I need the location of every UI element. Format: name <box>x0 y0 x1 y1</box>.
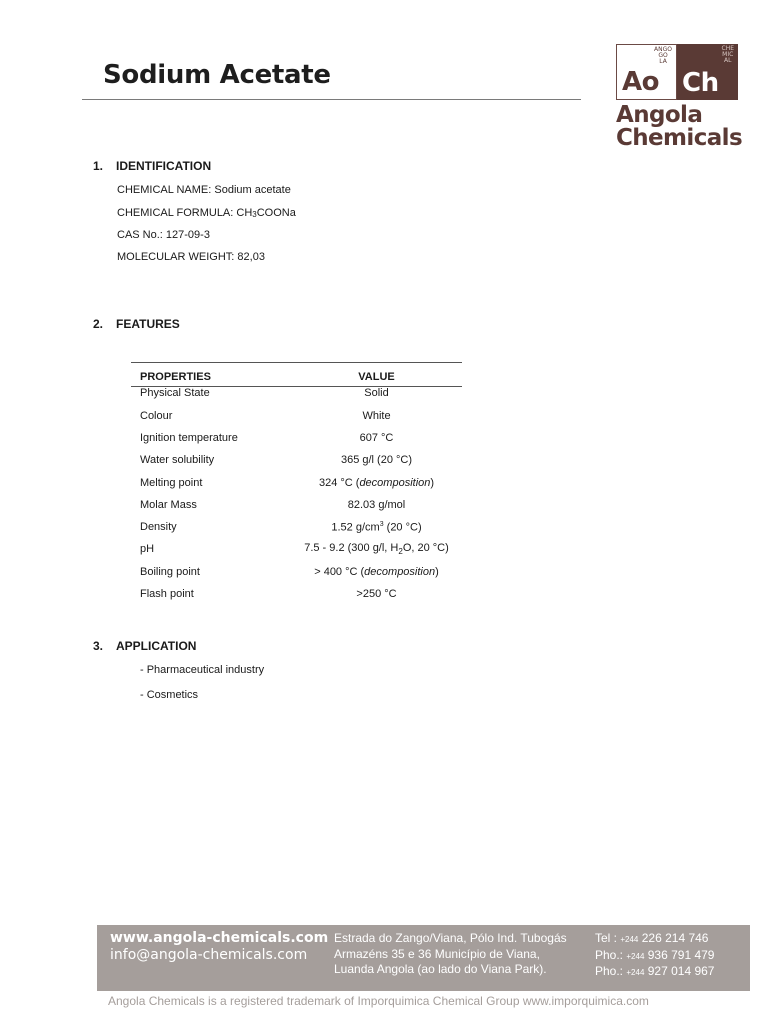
logo-ch-box <box>677 44 738 100</box>
phone-line <box>595 964 714 981</box>
value-italic: decomposition <box>359 476 431 489</box>
phone-line <box>595 948 714 965</box>
value-subscript: 2 <box>398 547 403 557</box>
molecular-weight: MOLECULAR WEIGHT: 82,03 <box>117 251 265 263</box>
table-row <box>131 387 462 405</box>
value-text: O, 20 °C) <box>402 542 449 555</box>
logo-ch-text: Ch <box>682 68 719 98</box>
value-cell: 365 g/l (20 °C) <box>340 454 413 467</box>
value-cell: >250 °C <box>356 588 397 601</box>
phone-country-code: +244 <box>626 951 645 961</box>
section-number: 2. <box>93 317 104 331</box>
logo-name-line1: Angola <box>616 102 703 128</box>
section-number: 3. <box>93 639 104 653</box>
section-title: FEATURES <box>116 317 180 331</box>
property-cell: Ignition temperature <box>140 431 238 444</box>
chemical-name: CHEMICAL NAME: Sodium acetate <box>117 184 291 196</box>
property-cell: pH <box>140 543 155 556</box>
phone-country-code: +244 <box>626 968 645 977</box>
property-cell: Colour <box>140 409 173 422</box>
property-cell: Physical State <box>140 387 210 399</box>
value-cell: 82.03 g/mol <box>347 498 406 511</box>
table-row <box>131 561 462 583</box>
value-cell <box>291 538 462 560</box>
address-line: Luanda Angola (ao lado do Viana Park). <box>334 962 547 976</box>
property-cell: Water solubility <box>140 454 215 467</box>
phone-number: 936 791 479 <box>647 947 715 962</box>
logo-small-line: LA <box>659 58 667 65</box>
value-superscript: 3 <box>379 520 384 528</box>
title-divider <box>82 99 581 100</box>
value-text: ) <box>435 565 439 578</box>
phone-number: 226 214 746 <box>641 931 709 945</box>
value-cell: Solid <box>364 387 389 399</box>
footer-website-link[interactable]: www.angola-chemicals.com <box>110 930 329 946</box>
property-cell: Boiling point <box>140 565 200 578</box>
properties-table <box>131 362 462 605</box>
logo-small-line: GO <box>658 52 668 59</box>
logo-ao-small-text <box>654 47 672 65</box>
phone-line <box>595 931 714 948</box>
value-cell <box>291 471 462 493</box>
page-title: Sodium Acetate <box>103 60 331 90</box>
table-row <box>131 538 462 560</box>
value-italic: decomposition <box>364 565 436 578</box>
logo-name-line2: Chemicals <box>616 125 743 151</box>
value-cell <box>291 561 462 583</box>
phone-label: Pho.: <box>595 947 624 962</box>
phone-label: Pho.: <box>595 964 624 978</box>
chemical-formula <box>117 207 296 219</box>
cas-number: CAS No.: 127-09-3 <box>117 229 210 241</box>
table-row <box>131 427 462 449</box>
value-text: (20 °C) <box>383 521 422 534</box>
property-cell: Flash point <box>140 588 194 601</box>
value-cell: 607 °C <box>359 431 394 444</box>
footer-email-link[interactable]: info@angola-chemicals.com <box>110 947 308 963</box>
property-cell: Melting point <box>140 476 203 489</box>
phone-country-code: +244 <box>620 935 639 944</box>
logo-boxes <box>616 44 738 100</box>
logo-small-line: MIC <box>722 51 734 58</box>
formula-subscript: 3 <box>252 210 257 219</box>
value-text: 1.52 g/cm <box>331 521 380 534</box>
value-cell <box>291 516 462 538</box>
address-line: Armazéns 35 e 36 Município de Viana, <box>334 946 540 961</box>
table-row <box>131 516 462 538</box>
address-line: Estrada do Zango/Viana, Pólo Ind. Tubogás <box>334 931 567 945</box>
value-cell: White <box>362 409 391 422</box>
table-row <box>131 471 462 493</box>
logo-small-line: ANGO <box>654 46 672 53</box>
table-header-row <box>131 363 462 387</box>
logo-small-line: AL <box>724 57 732 64</box>
application-item: - Cosmetics <box>140 689 199 701</box>
property-cell: Molar Mass <box>140 498 197 511</box>
formula-label: CHEMICAL FORMULA: CH <box>117 207 253 219</box>
property-cell: Density <box>140 521 177 534</box>
section-number: 1. <box>93 159 104 173</box>
footer-address <box>334 931 567 978</box>
logo-ao-text: Ao <box>622 67 659 97</box>
section-title: APPLICATION <box>116 639 197 653</box>
phone-number: 927 014 967 <box>647 964 715 978</box>
trademark-notice: Angola Chemicals is a registered trademark of Imporquimica Chemical Group www.imporquimica.com <box>108 994 649 1008</box>
logo-small-line: CHE <box>721 45 734 52</box>
footer-phones <box>595 931 714 981</box>
section-identification-heading <box>93 159 211 173</box>
section-application-heading <box>93 639 196 653</box>
formula-rest: COONa <box>256 207 296 219</box>
value-text: 7.5 - 9.2 (300 g/l, H <box>304 542 399 555</box>
value-text: > 400 °C ( <box>314 565 365 578</box>
logo-ch-small-text <box>722 46 735 64</box>
section-title: IDENTIFICATION <box>116 159 212 173</box>
table-row <box>131 449 462 471</box>
table-row <box>131 405 462 427</box>
table-header-value: VALUE <box>291 363 462 387</box>
table-row <box>131 583 462 605</box>
table-row <box>131 494 462 516</box>
phone-label: Tel : <box>595 931 618 945</box>
value-text: ) <box>430 476 435 489</box>
company-logo <box>616 44 743 151</box>
value-text: 324 °C ( <box>318 476 360 489</box>
logo-company-name <box>616 102 743 151</box>
logo-ao-box <box>616 44 677 100</box>
application-item: - Pharmaceutical industry <box>140 664 265 676</box>
section-features-heading <box>93 317 180 331</box>
table-header-properties: PROPERTIES <box>131 363 291 387</box>
footer-bar <box>97 925 750 991</box>
